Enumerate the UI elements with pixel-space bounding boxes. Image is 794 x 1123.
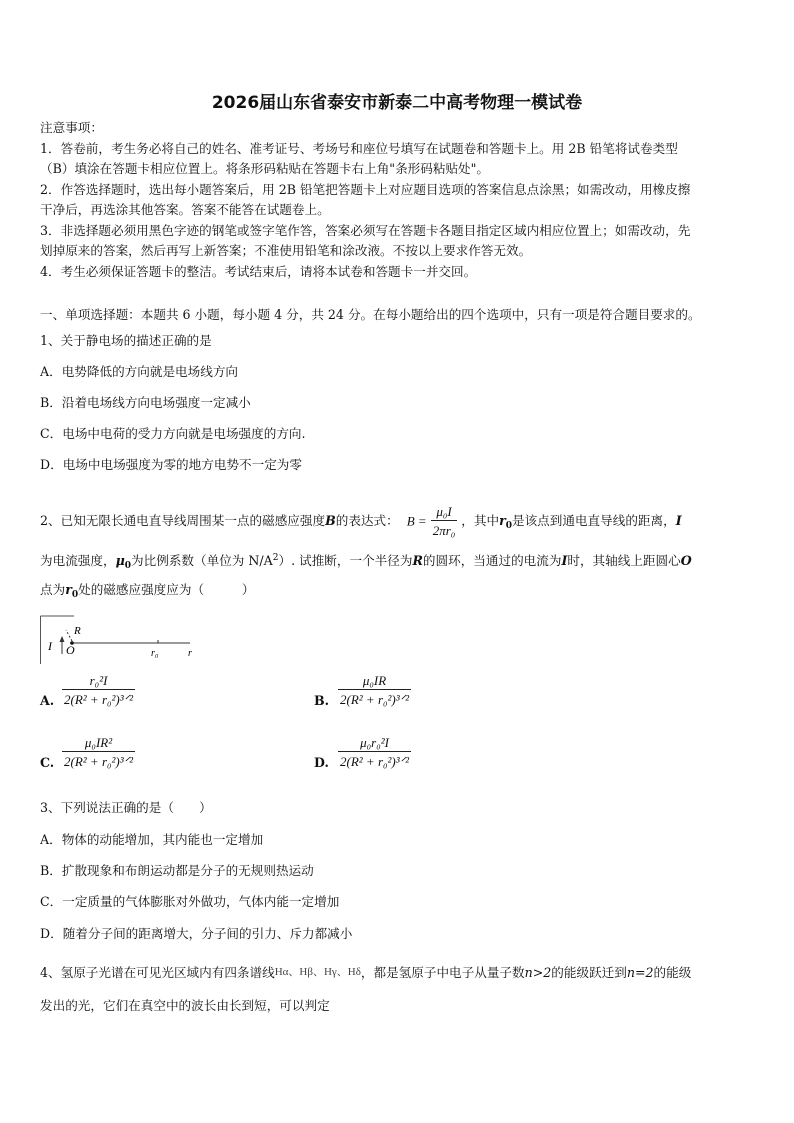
notice-line-1a: 1．答卷前，考生务必将自己的姓名、准考证号、考场号和座位号填写在试题卷和答题卡上。用 2B 铅笔将试卷类型 bbox=[40, 141, 678, 156]
q4-line-2: 发出的光，它们在真空中的波长由长到短，可以判定 bbox=[40, 998, 330, 1013]
b-formula bbox=[407, 503, 458, 540]
option-c-denominator: 2(R² + r₀²)³ᐟ² bbox=[64, 754, 134, 769]
q4-line-1 bbox=[40, 962, 691, 983]
option-d-fraction bbox=[338, 734, 411, 771]
subscript-0: 0 bbox=[505, 521, 512, 531]
q1-option-c: C．电场中电荷的受力方向就是电场强度的方向. bbox=[40, 426, 306, 441]
q2-text: 处的磁感应强度应为（ ） bbox=[78, 582, 255, 597]
var-mu0: μ bbox=[115, 553, 125, 568]
superscript-2: 2 bbox=[272, 553, 279, 563]
option-c-numerator: μ₀IR² bbox=[62, 734, 135, 752]
q4-text: 的能级 bbox=[653, 965, 692, 980]
q2-text: 点为 bbox=[40, 582, 66, 597]
q4-text: 的能级跃迁到 bbox=[551, 965, 627, 980]
q2-text: 是该点到通电直导线的距离， bbox=[511, 513, 676, 528]
notice-line-2a: 2．作答选择题时，选出每小题答案后，用 2B 铅笔把答题卡上对应题目选项的答案信息点涂黑；如需改动，用橡皮擦 bbox=[40, 182, 691, 197]
q2-option-d bbox=[338, 734, 411, 771]
option-b-numerator: μ₀IR bbox=[338, 672, 411, 690]
q1-stem: 1、关于静电场的描述正确的是 bbox=[40, 333, 212, 348]
q2-option-c bbox=[62, 734, 135, 771]
label-i: I bbox=[48, 639, 52, 653]
label-o: O bbox=[66, 643, 75, 657]
notice-line-1b: （B）填涂在答题卡相应位置上。将条形码粘贴在答题卡右上角"条形码粘贴处"。 bbox=[40, 161, 490, 176]
q4-text: ，都是氢原子中电子从量子数 bbox=[360, 965, 525, 980]
q4-text: 4、氢原子光谱在可见光区域内有四条谱线 bbox=[40, 965, 275, 980]
notice-heading: 注意事项： bbox=[40, 120, 103, 135]
q2-option-c-label: C. bbox=[40, 755, 55, 770]
q3-option-c: C．一定质量的气体膨胀对外做功，气体内能一定增加 bbox=[40, 894, 340, 909]
option-d-denominator: 2(R² + r₀²)³ᐟ² bbox=[340, 754, 410, 769]
formula-fraction bbox=[431, 503, 458, 540]
q2-text: 2、已知无限长通电直导线周围某一点的磁感应强度 bbox=[40, 513, 326, 528]
notice-line-2b: 干净后，再选涂其他答案。答案不能答在试题卷上。 bbox=[40, 202, 330, 217]
var-r0: r bbox=[499, 513, 506, 528]
q2-text: 的圆环，当通过的电流为 bbox=[422, 553, 562, 568]
notice-line-3a: 3．非选择题必须用黑色字迹的钢笔或签字笔作答，答案必须写在答题卡各题目指定区域内相应位置上；如需改动，先 bbox=[40, 223, 691, 238]
q2-option-b-label: B. bbox=[314, 693, 330, 708]
subscript-0: 0 bbox=[71, 590, 79, 600]
q3-option-b: B．扩散现象和布朗运动都是分子的无规则热运动 bbox=[40, 863, 314, 878]
option-a-numerator: r₀²I bbox=[62, 672, 135, 690]
var-o: O bbox=[680, 553, 692, 568]
var-b: B bbox=[325, 513, 336, 528]
condition-n-eq-2: n=2 bbox=[626, 965, 654, 980]
var-r0: r bbox=[65, 582, 72, 597]
formula-numerator: μ₀I bbox=[431, 503, 458, 521]
q2-text: 为比例系数（单位为 N/A bbox=[131, 553, 273, 568]
option-b-denominator: 2(R² + r₀²)³ᐟ² bbox=[340, 692, 410, 707]
var-i: I bbox=[675, 513, 682, 528]
option-a-fraction bbox=[62, 672, 135, 709]
label-r0: r₀ bbox=[151, 648, 159, 659]
q2-line-3 bbox=[40, 580, 254, 605]
option-c-fraction bbox=[62, 734, 135, 771]
option-b-fraction bbox=[338, 672, 411, 709]
q2-option-a bbox=[62, 672, 135, 709]
arrow-up-icon bbox=[60, 636, 65, 642]
q2-text: 为电流强度， bbox=[40, 553, 116, 568]
option-a-denominator: 2(R² + r₀²)³ᐟ² bbox=[64, 692, 134, 707]
var-r-big: R bbox=[412, 553, 423, 568]
formula-lhs: B = bbox=[406, 513, 427, 529]
q2-option-a-label: A. bbox=[40, 693, 55, 708]
q2-line-1 bbox=[40, 503, 682, 540]
q2-text: 时，其轴线上距圆心 bbox=[567, 553, 681, 568]
condition-n-gt-2: n>2 bbox=[524, 965, 552, 980]
notice-line-4: 4．考生必须保证答题卡的整洁。考试结束后，请将本试卷和答题卡一并交回。 bbox=[40, 264, 477, 279]
q2-text: ）. 试推断，一个半径为 bbox=[278, 553, 413, 568]
q3-option-d: D．随着分子间的距离增大，分子间的引力、斥力都减小 bbox=[40, 926, 353, 941]
page-title: 2026届山东省泰安市新泰二中高考物理一模试卷 bbox=[211, 93, 583, 113]
q1-option-b: B．沿着电场线方向电场强度一定减小 bbox=[40, 395, 251, 410]
q1-option-d: D．电场中电场强度为零的地方电势不一定为零 bbox=[40, 457, 302, 472]
q3-stem: 3、下列说法正确的是（ ） bbox=[40, 800, 212, 815]
ring-axis-figure bbox=[40, 612, 200, 666]
label-r: r bbox=[188, 648, 192, 659]
q2-text: 的表达式： bbox=[335, 513, 399, 528]
label-r-big: R bbox=[74, 625, 81, 637]
formula-denominator: 2πr₀ bbox=[432, 523, 456, 538]
q1-option-a: A．电势降低的方向就是电场线方向 bbox=[40, 364, 239, 379]
q3-option-a: A．物体的动能增加，其内能也一定增加 bbox=[40, 832, 264, 847]
q2-option-b bbox=[338, 672, 411, 709]
q2-line-2 bbox=[40, 548, 692, 576]
spectral-lines: Hα、Hβ、Hγ、Hδ bbox=[274, 966, 361, 978]
section-heading: 一、单项选择题：本题共 6 小题，每小题 4 分，共 24 分。在每小题给出的四个选项中，只有一项是符合题目要求的。 bbox=[40, 307, 701, 322]
var-i: I bbox=[561, 553, 568, 568]
radius-dashed-line bbox=[66, 630, 72, 641]
q2-text: ，其中 bbox=[461, 513, 500, 528]
option-d-numerator: μ₀r₀²I bbox=[338, 734, 411, 752]
q2-option-d-label: D. bbox=[314, 755, 329, 770]
notice-line-3b: 划掉原来的答案，然后再写上新答案；不准使用铅笔和涂改液。不按以上要求作答无效。 bbox=[40, 243, 532, 258]
subscript-0: 0 bbox=[124, 561, 132, 571]
